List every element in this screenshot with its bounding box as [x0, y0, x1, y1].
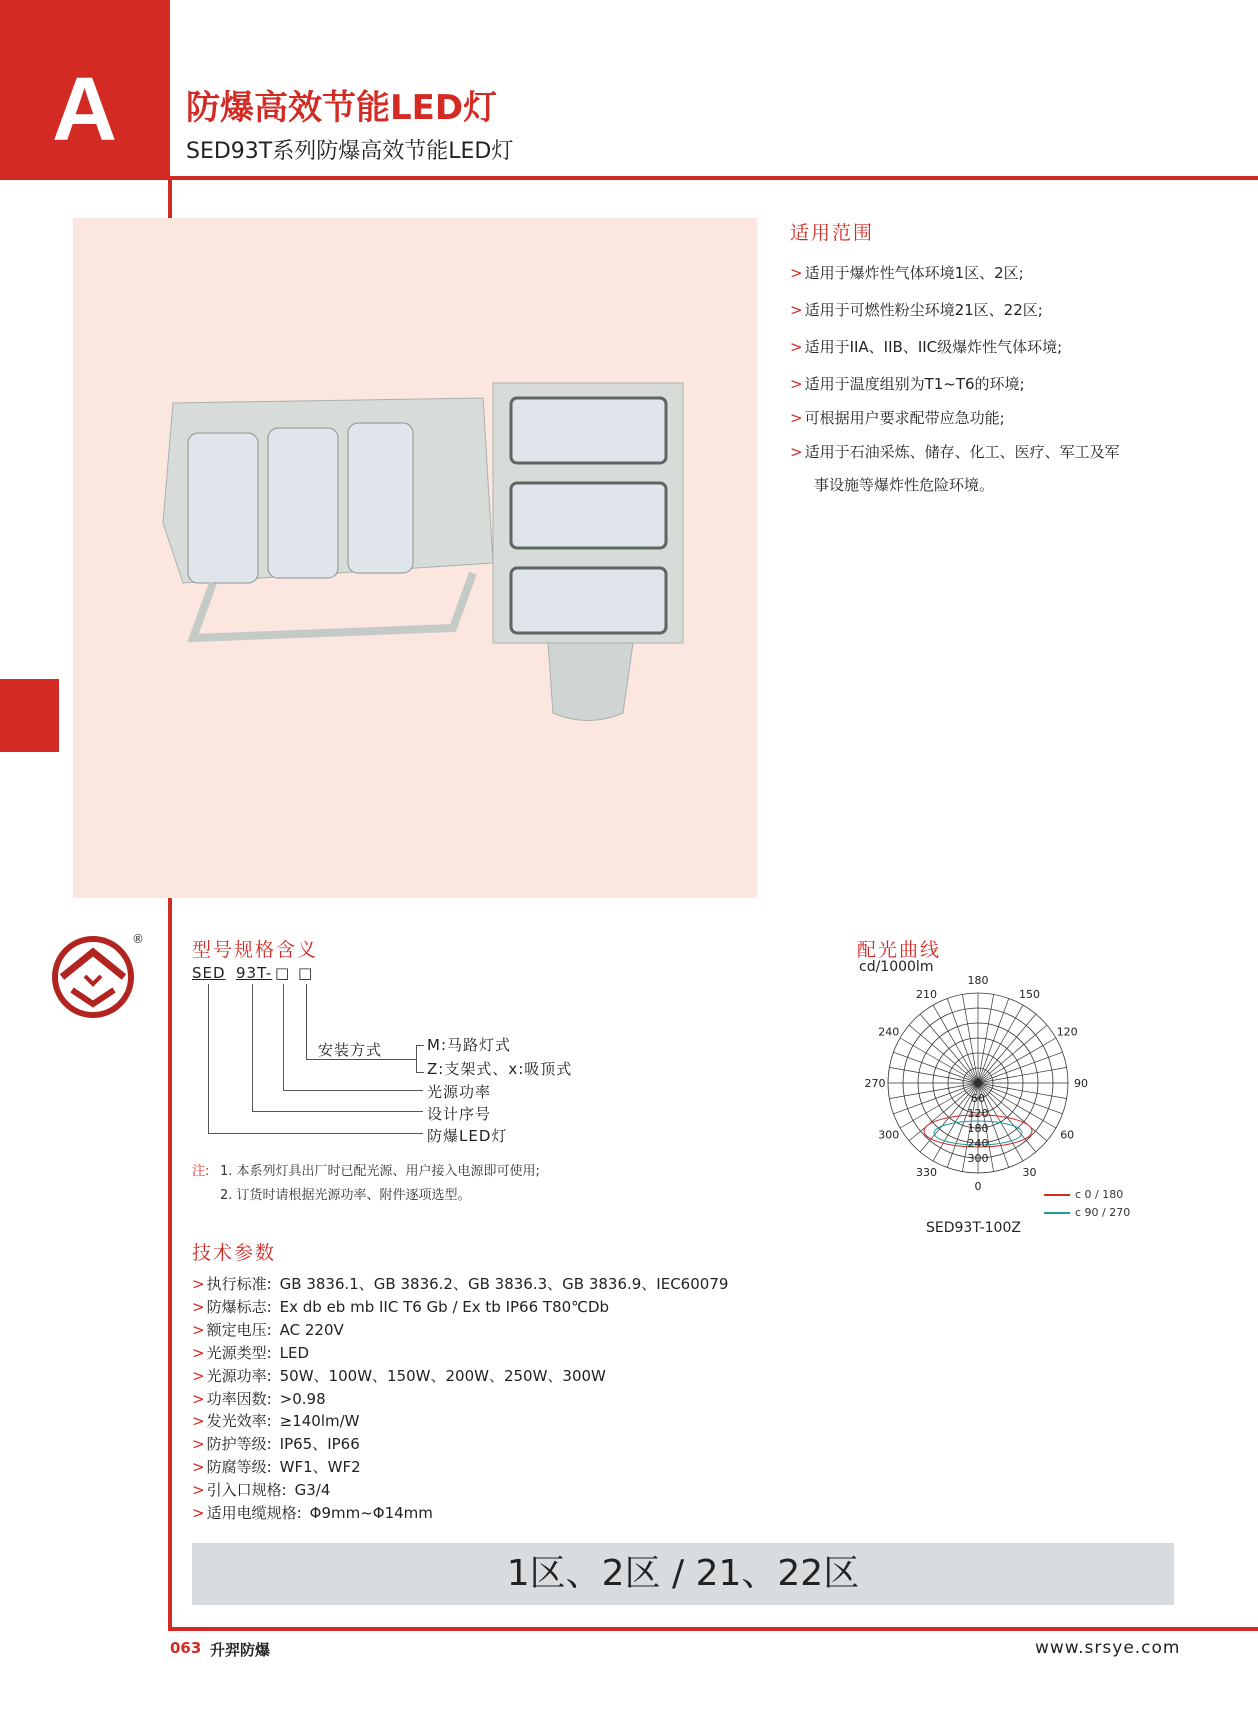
bullet-arrow-icon: >	[192, 1435, 205, 1454]
note-label: 注:	[192, 1164, 210, 1179]
section-letter: A	[52, 60, 117, 160]
tech-label: 引入口规格:	[206, 1481, 287, 1500]
tech-label: 防爆标志:	[206, 1297, 272, 1316]
tech-item	[192, 1273, 728, 1294]
leader-line	[208, 984, 209, 1134]
footer-rule	[168, 1627, 1258, 1631]
note-2: 2. 订货时请根据光源功率、附件逐项选型。	[220, 1188, 471, 1203]
side-tab	[0, 679, 59, 752]
angle-label: 0	[974, 1180, 982, 1193]
tech-value: AC 220V	[279, 1320, 344, 1339]
tech-label: 防护等级:	[206, 1435, 272, 1454]
tech-heading: 技术参数	[192, 1242, 277, 1264]
footer-page-number: 063	[170, 1639, 202, 1657]
brand-logo	[50, 932, 144, 1022]
angle-label: 300	[878, 1128, 900, 1142]
leader-line	[416, 1072, 424, 1073]
tech-label: 发光效率:	[206, 1412, 272, 1431]
product-photo	[73, 218, 757, 898]
scope-item: > 适用于石油采炼、储存、化工、医疗、军工及军	[790, 443, 1120, 461]
radial-label: 240	[967, 1137, 989, 1150]
design-label: 设计序号	[427, 1105, 492, 1123]
angle-label: 90	[1074, 1077, 1088, 1090]
product-photo-panel	[73, 218, 757, 898]
tech-label: 防腐等级:	[206, 1458, 272, 1477]
chart-unit: cd/1000lm	[859, 959, 934, 975]
legend-item-c90: c 90 / 270	[1044, 1206, 1130, 1224]
scope-item: > 适用于可燃性粉尘环境21区、22区;	[790, 301, 1043, 319]
scope-item: > 适用于温度组别为T1~T6的环境;	[790, 375, 1025, 393]
tech-item	[192, 1410, 360, 1431]
page-title: 防爆高效节能LED灯	[186, 88, 498, 128]
chart-caption: SED93T-100Z	[926, 1220, 1021, 1236]
install-m: M:马路灯式	[427, 1036, 511, 1054]
scope-heading: 适用范围	[790, 222, 875, 244]
tech-value: WF1、WF2	[279, 1458, 361, 1477]
bullet-arrow-icon: >	[192, 1320, 205, 1339]
tech-value: >0.98	[279, 1389, 326, 1408]
floodlight-image	[163, 398, 493, 638]
footer-url: www.srsye.com	[1035, 1638, 1181, 1658]
tech-item	[192, 1388, 326, 1409]
angle-label: 240	[878, 1025, 900, 1039]
tech-item	[192, 1502, 433, 1523]
install-z: Z:支架式、x:吸顶式	[427, 1060, 573, 1078]
tech-value: ≥140lm/W	[279, 1412, 360, 1431]
tech-value: 50W、100W、150W、200W、250W、300W	[279, 1366, 606, 1385]
scope-item: > 适用于IIA、IIB、IIC级爆炸性气体环境;	[790, 338, 1063, 356]
tech-label: 执行标准:	[206, 1275, 272, 1293]
angle-label: 60	[1060, 1128, 1075, 1142]
angle-label: 30	[1022, 1166, 1037, 1180]
leader-line	[416, 1045, 424, 1046]
bullet-arrow-icon: >	[192, 1504, 205, 1522]
angle-label: 150	[1019, 987, 1040, 1001]
product-label: 防爆LED灯	[427, 1127, 508, 1145]
tech-value: IP65、IP66	[279, 1435, 360, 1454]
radial-label: 120	[967, 1107, 989, 1120]
zone-banner	[192, 1543, 1174, 1605]
angle-label: 330	[916, 1166, 937, 1180]
bullet-arrow-icon: >	[192, 1458, 205, 1477]
tech-label: 光源功率:	[206, 1366, 272, 1385]
leader-line	[283, 1090, 423, 1091]
bullet-arrow-icon: >	[192, 1275, 205, 1293]
chart-legend	[1044, 1188, 1130, 1224]
bullet-arrow-icon: >	[192, 1389, 205, 1408]
code-sed: SED	[192, 964, 226, 982]
angle-label: 210	[916, 987, 937, 1001]
radial-label: 300	[967, 1152, 989, 1165]
code-box-1: □	[275, 964, 291, 982]
bullet-arrow-icon: >	[192, 1366, 205, 1385]
tech-value: Φ9mm~Φ14mm	[309, 1504, 433, 1522]
tech-item	[192, 1319, 344, 1340]
angle-label: 120	[1056, 1025, 1078, 1039]
header-rule	[170, 176, 1258, 180]
registered-mark: ®	[132, 932, 144, 946]
streetlight-image	[493, 383, 683, 721]
leader-line	[208, 1133, 423, 1134]
tech-item	[192, 1296, 609, 1317]
page-subtitle: SED93T系列防爆高效节能LED灯	[186, 139, 514, 164]
install-label: 安装方式	[318, 1041, 383, 1059]
bullet-arrow-icon: >	[192, 1343, 205, 1362]
tech-item	[192, 1479, 330, 1500]
tech-item	[192, 1365, 606, 1386]
model-heading: 型号规格含义	[192, 939, 319, 961]
logo-icon	[50, 932, 140, 1022]
legend-swatch-c90	[1044, 1212, 1070, 1214]
tech-item	[192, 1433, 360, 1454]
leader-line	[252, 984, 253, 1112]
note-1: 1. 本系列灯具出厂时已配光源、用户接入电源即可使用;	[220, 1164, 540, 1179]
tech-item	[192, 1456, 361, 1477]
radial-label: 60	[971, 1092, 985, 1105]
leader-line	[416, 1045, 417, 1073]
scope-item: > 可根据用户要求配带应急功能;	[790, 409, 1005, 427]
code-93t: 93T-	[236, 964, 273, 982]
scope-item: > 适用于爆炸性气体环境1区、2区;	[790, 264, 1024, 282]
tech-value: Ex db eb mb IIC T6 Gb / Ex tb IP66 T80℃Db	[279, 1297, 610, 1316]
bullet-arrow-icon: >	[192, 1481, 205, 1500]
radial-label: 180	[967, 1122, 989, 1135]
tech-label: 光源类型:	[206, 1343, 272, 1362]
leader-line	[306, 984, 307, 1060]
bullet-arrow-icon: >	[192, 1297, 205, 1316]
chart-heading: 配光曲线	[857, 939, 942, 961]
footer-brand: 升羿防爆	[210, 1641, 271, 1659]
polar-chart-svg	[860, 975, 1120, 1205]
zone-banner-text: 1区、2区 / 21、22区	[506, 1553, 860, 1594]
tech-label: 额定电压:	[206, 1320, 272, 1339]
power-label: 光源功率	[427, 1083, 492, 1101]
leader-line	[252, 1111, 423, 1112]
tech-value: LED	[279, 1343, 310, 1362]
legend-swatch-c0	[1044, 1194, 1070, 1196]
radial-label: 0	[974, 1077, 982, 1090]
tech-item	[192, 1342, 309, 1363]
legend-item-c0: c 0 / 180	[1044, 1188, 1130, 1206]
leader-line	[283, 984, 284, 1091]
tech-value: G3/4	[294, 1481, 331, 1500]
tech-label: 功率因数:	[206, 1389, 272, 1408]
polar-chart	[860, 975, 1120, 1205]
scope-item-continued: 事设施等爆炸性危险环境。	[814, 476, 995, 494]
tech-label: 适用电缆规格:	[206, 1504, 302, 1522]
bullet-arrow-icon: >	[192, 1412, 205, 1431]
tech-value: GB 3836.1、GB 3836.2、GB 3836.3、GB 3836.9、IEC60079	[279, 1275, 729, 1293]
angle-label: 180	[967, 975, 989, 987]
angle-label: 270	[864, 1077, 886, 1090]
code-box-2: □	[298, 964, 314, 982]
